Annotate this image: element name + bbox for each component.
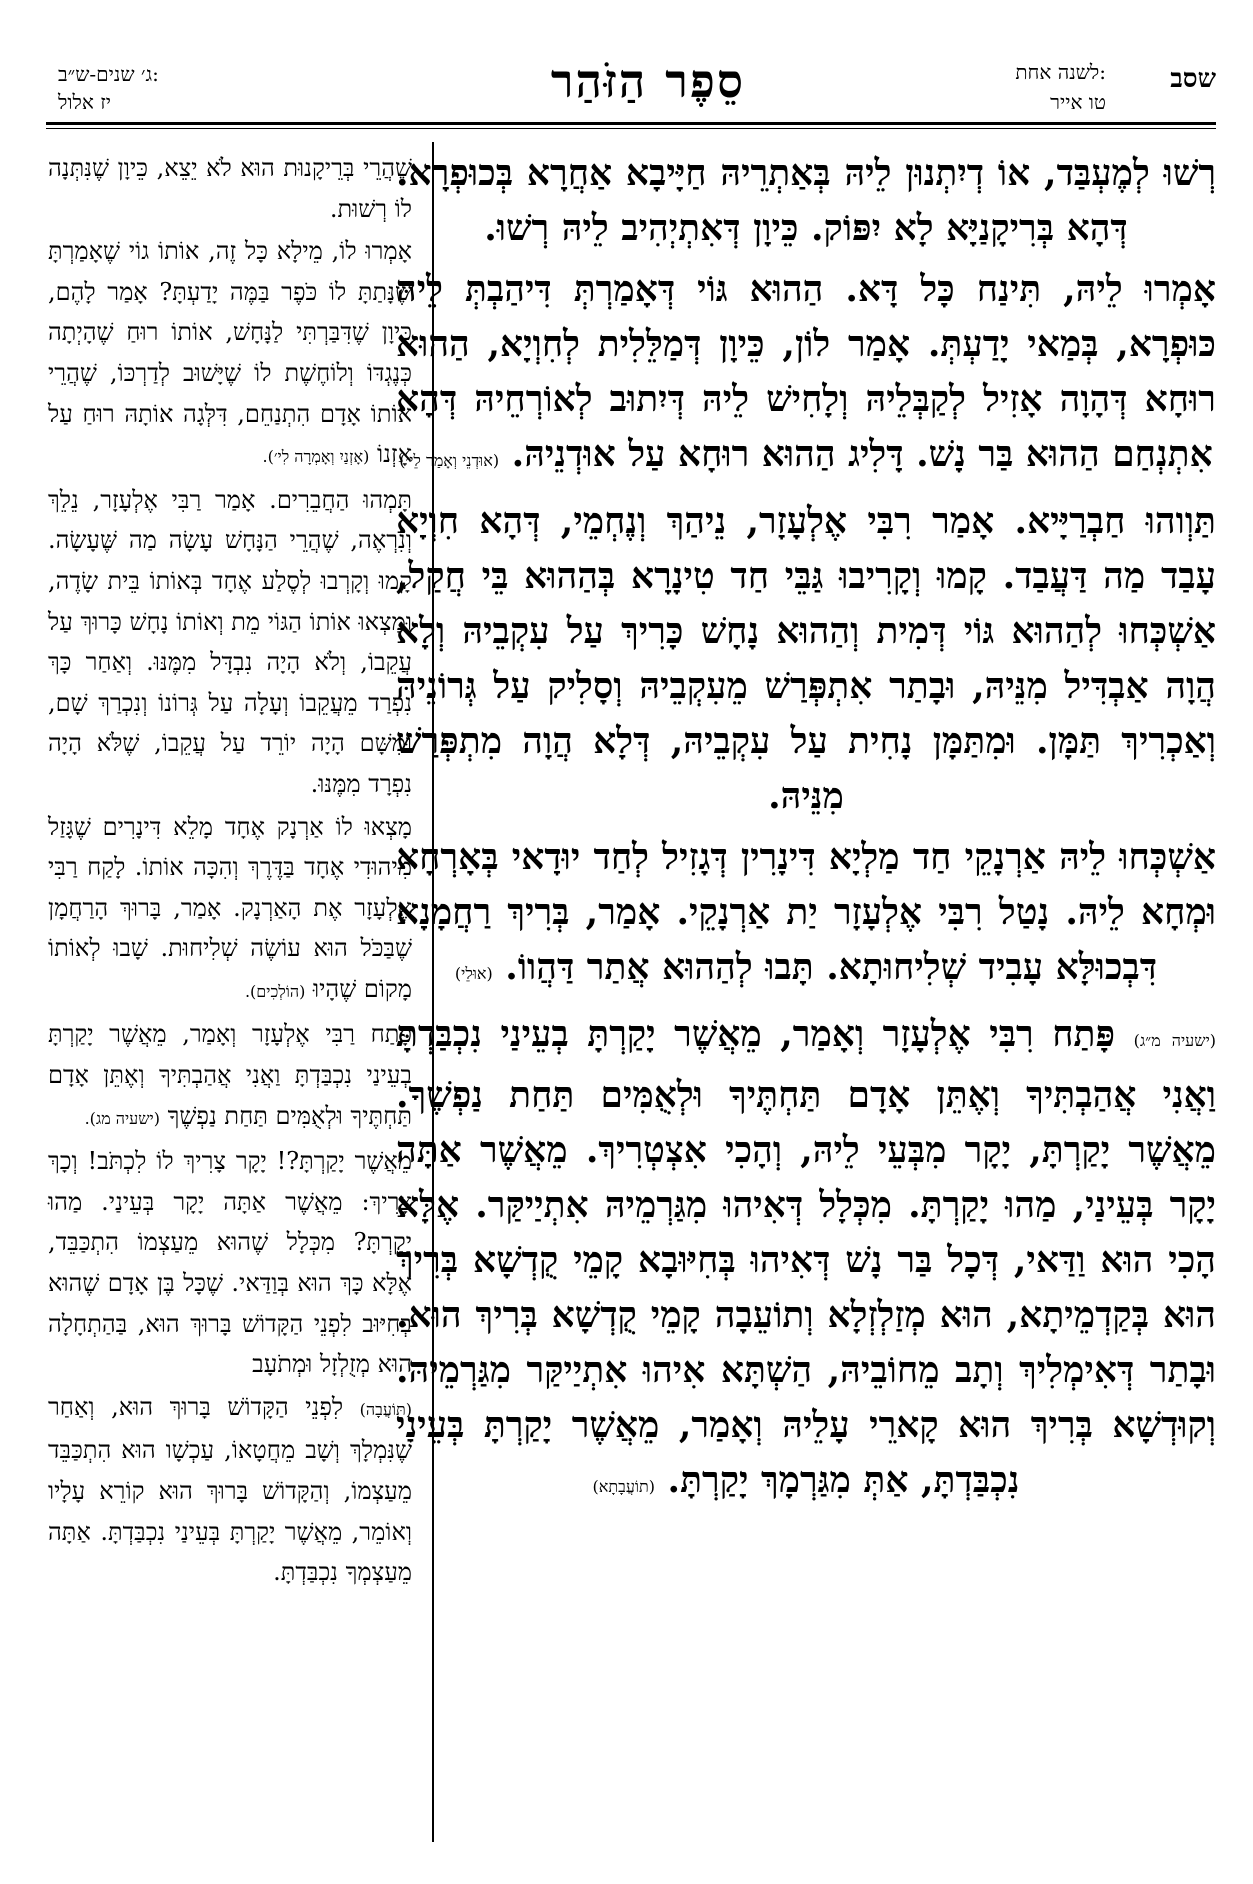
header-rule-thin — [46, 128, 1216, 129]
side-note-ear: (אָזְנַיִ וְאָמְרָה לִי׳). — [262, 447, 370, 467]
main-paragraph-4 — [396, 830, 1216, 1001]
schedule-three-years-date: יז אלול — [58, 90, 112, 114]
side-paragraph-2-text: אָמְרוּ לוֹ, מֵילָא כָּל זֶה, אוֹתוֹ גוֹי שֶׁאָמַרְתָּ שֶׁנָּתַתָּ לוֹ כֹּפֶר בַּמֶּה יָדַעְתָּ? אָמַר לָהֶם, כֵּיוָן שֶׁדִּבַּרְתִּי לַנָּחָשׁ, אוֹתוֹ רוּחַ שֶׁהָיְתָה כְּנֶגְדּוֹ וְלוֹחֶשֶׁת לוֹ שֶׁיָּשׁוּב לְדַרְכּוֹ, שֶׁהֲרֵי אוֹתוֹ אָדָם הִתְנַחֵם, דִּלְּגָה אוֹתָהּ רוּחַ עַל אָזְנוֹ — [48, 237, 412, 469]
schedule-three-years: ג׳ שנים-ש״ב: — [58, 62, 159, 86]
main-paragraph-4-text: אַשְׁכְּחוּ לֵיהּ אַרְנָקֵי חַד מַלְיָא דִּינָרִין דְּגָזִיל לְחַד יוּדָאי בְּאָרְחָא וּמְחָא לֵיהּ. נָטַל רִבִּי אֶלְעָזָר יַת אַרְנָקֵי. אָמַר, בְּרִיךְ רַחֲמָנָא דִּבְכוּלָּא עָבִיד שְׁלִיחוּתָא. תָּבוּ לְהַהוּא אֲתַר דַּהֲווֹ. — [396, 836, 1216, 988]
side-paragraph-1: שֶׁהֲרֵי בְּרֵיקָנוּת הוּא לֹא יֵצֵא, כֵּיוָן שֶׁנִּתְּנָה לוֹ רְשׁוּת. — [48, 154, 412, 223]
side-paragraph-5 — [48, 1014, 412, 1139]
main-paragraph-5 — [396, 1007, 1216, 1514]
side-paragraph-2 — [48, 231, 412, 478]
side-note-went: (הוֹלְכִים). — [244, 981, 306, 1001]
column-divider — [432, 142, 434, 1842]
aramaic-column — [396, 146, 1216, 1846]
side-paragraph-6: מֵאֲשֶׁר יָקַרְתָּ?! יָקָר צָרִיךְ לוֹ לִכְתֹּב! וְכָךְ צָרִיךְ: מֵאֲשֶׁר אַתָּה יָקָר בְּעֵינַי. מַהוּ יָקַרְתָּ? מִכְּלָל שֶׁהוּא מֵעַצְמוֹ הִתְכַּבֵּד, אֶלָּא כָּךְ הוּא בְּוַדַּאי. שֶׁכָּל בֶּן אָדָם שֶׁהוּא בְּחִיּוּב לִפְנֵי הַקָּדוֹשׁ בָּרוּךְ הוּא, בַּהַתְחָלָה הוּא מְזֻלְזָל וּמְתֹעָב — [48, 1147, 412, 1379]
book-title: סֵפֶר הַזֹּהַר — [550, 54, 746, 108]
side-paragraph-3: תָּמְהוּ הַחֲבֵרִים. אָמַר רַבִּי אֶלְעָזָר, נֵלֵךְ וְנִרְאֶה, שֶׁהֲרֵי הַנָּחָשׁ עָשָׂה מַה שֶּׁעָשָׂה. קָמוּ וְקָרְבוּ לְסֶלַע אֶחָד בְּאוֹתוֹ בֵּית שָׂדֶה, וּמָצְאוּ אוֹתוֹ הַגּוֹי מֵת וְאוֹתוֹ נָחָשׁ כָּרוּךְ עַל עֲקֵבוֹ, וְלֹא הָיָה נִבְדָּל מִמֶּנּוּ. וְאַחַר כָּךְ נִפְרַד מֵעֲקֵבוֹ וְעָלָה עַל גְּרוֹנוֹ וְנִכְרַךְ שָׁם, וּמִשָּׁם הָיָה יוֹרֵד עַל עֲקֵבוֹ, שֶׁלֹּא הָיָה נִפְרָד מִמֶּנּוּ. — [48, 485, 412, 798]
side-paragraph-7-text: לִפְנֵי הַקָּדוֹשׁ בָּרוּךְ הוּא, וְאַחַר שֶׁנִּמְלָךְ וְשָׁב מֵחֲטָאוֹ, עַכְשָׁו הוּא הִתְכַּבֵּד מֵעַצְמוֹ, וְהַקָּדוֹשׁ בָּרוּךְ הוּא קוֹרֵא עָלָיו וְאוֹמֵר, מֵאֲשֶׁר יָקַרְתָּ בְּעֵינַי נִכְבַּדְתָּ. אַתָּה מֵעַצְמְךָ נִכְבַּדְתָּ. — [48, 1392, 412, 1587]
main-note-ear: (אוּדְנֵי וְאָמַר לֵי׳) — [399, 451, 500, 470]
side-paragraph-4 — [48, 807, 412, 1013]
main-paragraph-2-text: אָמְרוּ לֵיהּ, תִּינַח כָּל דָּא. הַהוּא גּוֹי דְּאָמַרְתְּ דִּיהַבְתְּ לֵיהּ כּוּפְרָא, בְּמַאי יָדַעְתְּ. אָמַר לוֹן, כֵּיוָן דְּמַלֵּלִית לְחִוְיָא, הַהוּא רוּחָא דְּהָוָה אָזִיל לְקַבְּלֵיהּ וְלָחִישׁ לֵיהּ דְּיִתוּב לְאוֹרְחֵיהּ דְּהָא אִתְנְחַם הַהוּא בַּר נָשׁ. דָּלִיג הַהוּא רוּחָא עַל אוּדְנֵיהּ. — [396, 268, 1216, 475]
main-note-el: (אוּלֵי) — [454, 964, 493, 983]
page-number: שסב — [1170, 64, 1216, 94]
page — [18, 48, 1238, 1848]
main-note-toeva: (תוֹעֲבָתָא) — [592, 1477, 655, 1496]
schedule-one-year: לשנה אחת: — [1015, 60, 1106, 84]
side-note-isaiah: (ישעיה מג). — [84, 1108, 160, 1128]
header-rule — [46, 122, 1216, 125]
side-note-toeva: (תּוֹעֲבָה) — [359, 1399, 412, 1419]
main-note-isaiah: (ישעיה מ״ג) — [1133, 1031, 1217, 1050]
side-paragraph-7 — [48, 1387, 412, 1593]
hebrew-column — [48, 148, 412, 1848]
schedule-one-year-date: טו אייר — [1050, 90, 1106, 114]
main-paragraph-2 — [396, 262, 1216, 488]
main-paragraph-5-text: פָּתַח רִבִּי אֶלְעָזָר וְאָמַר, מֵאֲשֶׁר יָקַרְתָּ בְעֵינַי נִכְבַּדְתָּ וַאֲנִי אֲהַבְתִּיךָ וְאֶתֵּן אָדָם תַּחְתֶּיךָ וּלְאֻמִּים תַּחַת נַפְשֶׁךָ. מֵאֲשֶׁר יָקַרְתָּ, יָקָר מִבְּעֵי לֵיהּ, וְהָכִי אִצְטְרִיךְ. מֵאֲשֶׁר אַתָּה יָקָר בְּעֵינַי, מַהוּ יָקַרְתָּ. מִכְּלָל דְּאִיהוּ מִגַּרְמֵיהּ אִתְיַיקַּר. אֶלָּא הָכִי הוּא וַדַּאי, דְּכָל בַּר נָשׁ דְּאִיהוּ בְּחִיּוּבָא קָמֵי קֻדְשָׁא בְּרִיךְ הוּא בְּקַדְמֵיתָא, הוּא מְזַלְזְלָא וְתוֹעֵבָה קָמֵי קֻדְשָׁא בְּרִיךְ הוּא. וּבָתַר דְּאִימְלִיךְ וְתָב מֵחוֹבֵיהּ, הַשְׁתָּא אִיהוּ אִתְיַיקַּר מִגַּרְמֵיהּ. וְקוּדְשָׁא בְּרִיךְ הוּא קָארֵי עָלֵיהּ וְאָמַר, מֵאֲשֶׁר יָקַרְתָּ בְּעֵינַי נִכְבַּדְתָּ, אַתְּ מִגַּרְמָךְ יָקַרְתָּ. — [396, 1013, 1216, 1501]
main-paragraph-3: תַּוְוהוּ חַבְרַיָּיא. אָמַר רִבִּי אֶלְעָזָר, נֵיהַךְ וְנֶחְמֵי, דְּהָא חִוְיָא עָבַד מַה דַּעֲבַד. קָמוּ וְקָרִיבוּ גַּבֵּי חַד טִינָרָא בְּהַהוּא בֵּי חֲקַל, אַשְׁכְּחוּ לְהַהוּא גּוֹי דְּמִית וְהַהוּא נָחָשׁ כָּרִיךְ עַל עִקְבֵיהּ וְלָא הֲוָה אַבְדִּיל מִנֵּיהּ, וּבָתַר אִתְפְּרַשׁ מֵעִקְבֵיהּ וְסָלִיק עַל גְּרוֹנֵיהּ וְאַכְרִיךְ תַּמָּן. וּמִתַּמָּן נָחִית עַל עִקְבֵיהּ, דְּלָא הֲוָה מִתְפְּרַשׁ מִנֵּיהּ. — [396, 500, 1216, 817]
side-paragraph-5-text: פָּתַח רַבִּי אֶלְעָזָר וְאָמַר, מֵאֲשֶׁר יָקַרְתָּ בְעֵינַי נִכְבַּדְתָּ וַאֲנִי אֲהַבְתִּיךָ וְאֶתֵּן אָדָם תַּחְתֶּיךָ וּלְאֻמִּים תַּחַת נַפְשֶׁךָ — [48, 1020, 412, 1130]
main-paragraph-1: רְשׁוּ לְמֶעְבַּד, אוֹ דְיִתְנוּן לֵיהּ בְּאַתְרֵיהּ חַיָּיבָא אַחֲרָא בְּכוּפְרָא. דְּהָא בְּרִיקָנַיָּא לָא יִפּוֹק. כֵּיוָן דְּאִתְיְהִיב לֵיהּ רְשׁוּ. — [396, 152, 1216, 249]
side-paragraph-4-text: מָצְאוּ לוֹ אַרְנָק אֶחָד מָלֵא דִּינָרִים שֶׁגָּזַל מִיהוּדִי אֶחָד בַּדֶּרֶךְ וְהִכָּה אוֹתוֹ. לָקַח רַבִּי אֶלְעָזָר אֶת הָאַרְנָק. אָמַר, בָּרוּךְ הָרַחֲמָן שֶׁבַּכֹּל הוּא עוֹשֶׂה שְׁלִיחוּת. שָׁבוּ לְאוֹתוֹ מָקוֹם שֶׁהָיוּ — [48, 812, 412, 1003]
